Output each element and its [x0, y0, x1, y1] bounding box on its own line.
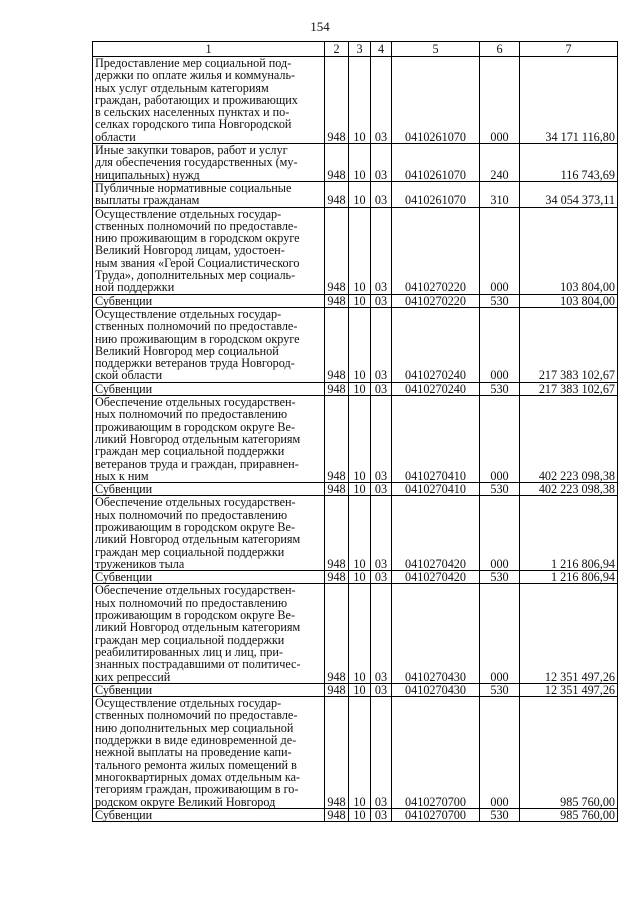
row-admin-code: 948 [325, 307, 349, 382]
row-name [93, 382, 325, 395]
row-name-text: Обеспечение отдельных государствен- ных полномочий по предоставлению проживающим в городском округе Ве- ликий Новгород отдельным категориям граждан мер социальной поддержки реабилитированных лиц и лиц, при- знанных пострадавшими от политичес- ких репрессий [95, 583, 301, 684]
row-section: 10 [349, 571, 371, 584]
row-target-article: 0410270430 [392, 584, 480, 683]
row-expense-type: 310 [480, 181, 520, 207]
row-target-article: 0410270410 [392, 483, 480, 496]
row-amount: 1 216 806,94 [520, 496, 618, 571]
row-subsection: 03 [371, 396, 392, 483]
row-expense-type: 000 [480, 697, 520, 809]
row-name-text: Предоставление мер социальной под- держки по оплате жилья и коммуналь- ных услуг отдельным категориям граждан, работающих и проживающих в сельских населенных пунктах и по- селках городского типа Новгородской области [95, 56, 298, 144]
col-header-7: 7 [520, 42, 618, 57]
row-name [93, 181, 325, 207]
row-name-text: Субвенции [95, 381, 153, 396]
row-name-text: Обеспечение отдельных государствен- ных полномочий по предоставлению проживающим в городском округе Ве- ликий Новгород отдельным категориям граждан мер социальной поддержки ветеранов труда и граждан, приравнен- ных к ним [95, 395, 301, 483]
table-row [93, 584, 618, 683]
row-name-text: Осуществление отдельных государ- ственных полномочий по предоставле- нию дополнительных мер социальной поддержки в виде единовременной де- нежной выплаты на проведение капи- тального ремонта жилых помещений в многоквартирных домах отдельным ка- тегориям граждан, проживающим в го- родском округе Великий Новгород [95, 696, 301, 809]
row-subsection: 03 [371, 207, 392, 294]
row-amount: 103 804,00 [520, 294, 618, 307]
header-row [93, 42, 618, 57]
row-admin-code: 948 [325, 584, 349, 683]
row-target-article: 0410261070 [392, 181, 480, 207]
row-name [93, 57, 325, 144]
row-subsection: 03 [371, 808, 392, 821]
row-amount: 985 760,00 [520, 697, 618, 809]
row-amount: 985 760,00 [520, 808, 618, 821]
row-name-text: Осуществление отдельных государ- ственных полномочий по предоставле- нию проживающим в городском округе Великий Новгород лицам, удостоен- ным звания «Герой Социалистического Труда», дополнительных мер социаль- ной поддержки [95, 206, 300, 295]
table-row [93, 697, 618, 809]
table-row [93, 483, 618, 496]
table-row [93, 396, 618, 483]
row-name [93, 584, 325, 683]
row-name [93, 307, 325, 382]
row-target-article: 0410270240 [392, 307, 480, 382]
row-admin-code: 948 [325, 496, 349, 571]
row-subsection: 03 [371, 571, 392, 584]
row-target-article: 0410270420 [392, 571, 480, 584]
row-expense-type: 000 [480, 307, 520, 382]
row-amount: 103 804,00 [520, 207, 618, 294]
row-admin-code: 948 [325, 396, 349, 483]
row-target-article: 0410270420 [392, 496, 480, 571]
row-name [93, 697, 325, 809]
row-admin-code: 948 [325, 207, 349, 294]
row-name [93, 483, 325, 496]
row-target-article: 0410261070 [392, 144, 480, 182]
row-section: 10 [349, 57, 371, 144]
col-header-4: 4 [371, 42, 392, 57]
row-subsection: 03 [371, 683, 392, 696]
row-admin-code: 948 [325, 683, 349, 696]
row-name-text: Субвенции [95, 293, 153, 308]
row-expense-type: 530 [480, 808, 520, 821]
row-admin-code: 948 [325, 382, 349, 395]
table-row [93, 57, 618, 144]
col-header-6: 6 [480, 42, 520, 57]
row-amount: 217 383 102,67 [520, 307, 618, 382]
row-name-text: Публичные нормативные социальные выплаты гражданам [95, 180, 292, 208]
col-header-5: 5 [392, 42, 480, 57]
row-section: 10 [349, 181, 371, 207]
table-row [93, 571, 618, 584]
page-number: 154 [310, 19, 330, 34]
row-name-text: Субвенции [95, 482, 153, 497]
col-header-1: 1 [93, 42, 325, 57]
row-name-text: Осуществление отдельных государ- ственных полномочий по предоставле- нию проживающим в городском округе Великий Новгород мер социальной поддержки ветеранов труда Новгород- ской области [95, 306, 300, 383]
row-expense-type: 530 [480, 571, 520, 584]
table-row [93, 207, 618, 294]
row-expense-type: 530 [480, 683, 520, 696]
row-name-text: Субвенции [95, 682, 153, 697]
row-admin-code: 948 [325, 57, 349, 144]
table-row [93, 382, 618, 395]
row-name-text: Субвенции [95, 807, 153, 822]
budget-table [92, 41, 618, 822]
row-admin-code: 948 [325, 483, 349, 496]
row-expense-type: 000 [480, 496, 520, 571]
row-name [93, 207, 325, 294]
row-expense-type: 530 [480, 483, 520, 496]
table-row [93, 808, 618, 821]
row-subsection: 03 [371, 584, 392, 683]
table-row [93, 307, 618, 382]
row-section: 10 [349, 584, 371, 683]
row-name-text: Субвенции [95, 570, 153, 585]
row-amount: 34 054 373,11 [520, 181, 618, 207]
row-admin-code: 948 [325, 808, 349, 821]
row-subsection: 03 [371, 294, 392, 307]
row-section: 10 [349, 294, 371, 307]
row-expense-type: 530 [480, 294, 520, 307]
row-section: 10 [349, 396, 371, 483]
row-section: 10 [349, 697, 371, 809]
row-expense-type: 240 [480, 144, 520, 182]
row-section: 10 [349, 808, 371, 821]
row-amount: 217 383 102,67 [520, 382, 618, 395]
row-name [93, 396, 325, 483]
row-expense-type: 000 [480, 57, 520, 144]
row-section: 10 [349, 307, 371, 382]
table-row [93, 496, 618, 571]
row-admin-code: 948 [325, 294, 349, 307]
table-row [93, 144, 618, 182]
col-header-2: 2 [325, 42, 349, 57]
row-subsection: 03 [371, 57, 392, 144]
row-section: 10 [349, 144, 371, 182]
row-admin-code: 948 [325, 697, 349, 809]
row-expense-type: 000 [480, 584, 520, 683]
row-target-article: 0410270700 [392, 808, 480, 821]
row-name-text: Обеспечение отдельных государствен- ных полномочий по предоставлению проживающим в городском округе Ве- ликий Новгород отдельным категориям граждан мер социальной поддержки тружеников тыла [95, 495, 301, 571]
table-row [93, 294, 618, 307]
row-subsection: 03 [371, 307, 392, 382]
row-amount: 34 171 116,80 [520, 57, 618, 144]
table-row [93, 683, 618, 696]
row-admin-code: 948 [325, 144, 349, 182]
row-admin-code: 948 [325, 571, 349, 584]
row-name [93, 496, 325, 571]
row-subsection: 03 [371, 697, 392, 809]
table-row [93, 181, 618, 207]
row-section: 10 [349, 207, 371, 294]
row-subsection: 03 [371, 144, 392, 182]
row-name [93, 571, 325, 584]
row-target-article: 0410270220 [392, 207, 480, 294]
row-amount: 402 223 098,38 [520, 483, 618, 496]
row-amount: 12 351 497,26 [520, 683, 618, 696]
row-amount: 116 743,69 [520, 144, 618, 182]
row-subsection: 03 [371, 181, 392, 207]
row-expense-type: 000 [480, 207, 520, 294]
row-name [93, 294, 325, 307]
row-target-article: 0410270220 [392, 294, 480, 307]
row-section: 10 [349, 683, 371, 696]
row-amount: 1 216 806,94 [520, 571, 618, 584]
row-expense-type: 530 [480, 382, 520, 395]
col-header-3: 3 [349, 42, 371, 57]
row-name-text: Иные закупки товаров, работ и услуг для обеспечения государственных (му- ниципальных) нужд [95, 143, 298, 182]
row-name [93, 683, 325, 696]
row-section: 10 [349, 382, 371, 395]
row-target-article: 0410270430 [392, 683, 480, 696]
row-amount: 12 351 497,26 [520, 584, 618, 683]
row-amount: 402 223 098,38 [520, 396, 618, 483]
row-section: 10 [349, 496, 371, 571]
row-expense-type: 000 [480, 396, 520, 483]
row-target-article: 0410270240 [392, 382, 480, 395]
row-target-article: 0410270410 [392, 396, 480, 483]
row-name [93, 144, 325, 182]
row-admin-code: 948 [325, 181, 349, 207]
row-target-article: 0410261070 [392, 57, 480, 144]
row-target-article: 0410270700 [392, 697, 480, 809]
row-section: 10 [349, 483, 371, 496]
row-subsection: 03 [371, 483, 392, 496]
row-name [93, 808, 325, 821]
row-subsection: 03 [371, 382, 392, 395]
row-subsection: 03 [371, 496, 392, 571]
